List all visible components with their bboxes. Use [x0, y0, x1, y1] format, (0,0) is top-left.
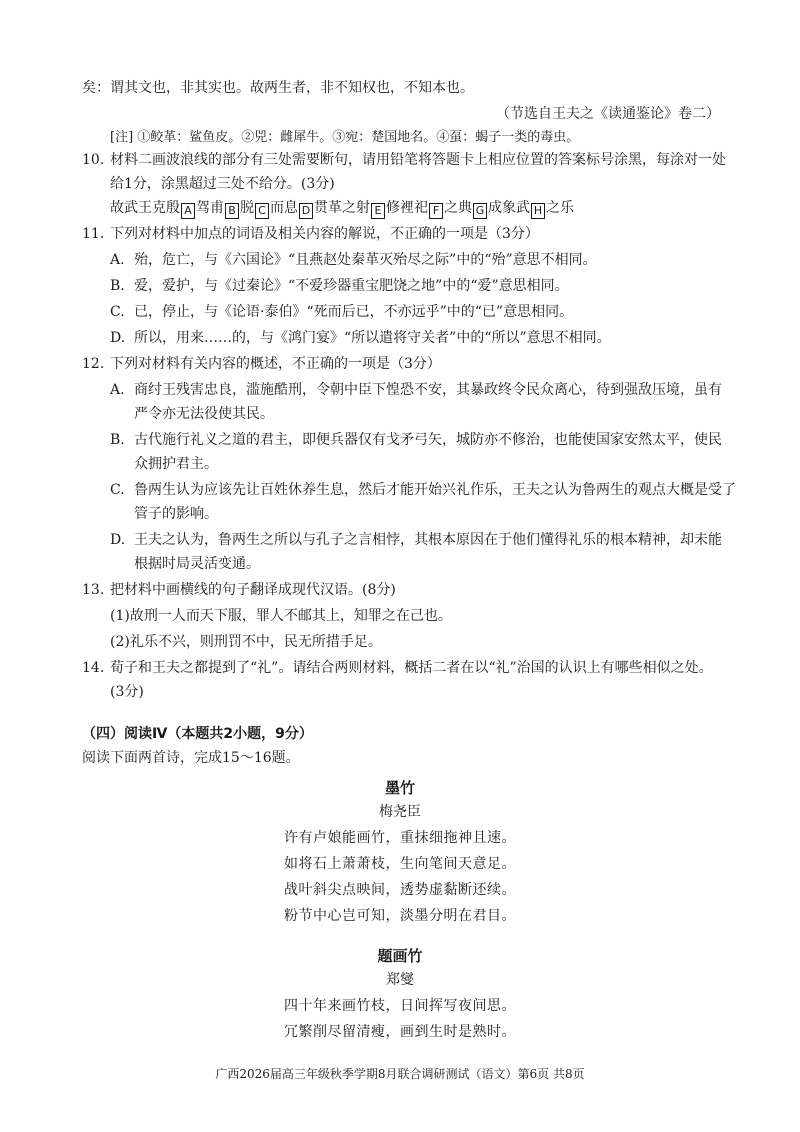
- option-label: A.: [110, 252, 125, 268]
- option-label: C.: [110, 482, 125, 498]
- question-stem: 把材料中画横线的句子翻译成现代汉语。(8分): [110, 582, 396, 598]
- option-c[interactable]: [110, 480, 736, 500]
- answer-box-a[interactable]: A: [181, 203, 195, 219]
- option-c[interactable]: [110, 302, 573, 322]
- option-text: 鲁两生认为应该先让百姓休养生息，然后才能开始兴礼作乐，王夫之认为鲁两生的观点大概是受了: [134, 482, 736, 498]
- poem-author: 郑燮: [386, 972, 414, 988]
- answer-box-h[interactable]: H: [531, 203, 545, 219]
- question-stem: 下列对材料有关内容的概述，不正确的一项是（3分）: [110, 356, 441, 372]
- section-instruction: 阅读下面两首诗，完成15～16题。: [82, 750, 300, 766]
- translation-item-1: (1)故刑一人而天下服，罪人不邮其上，知罪之在己也。: [110, 608, 452, 624]
- segment: 故武王克殷: [110, 200, 180, 216]
- answer-box-e[interactable]: E: [371, 203, 385, 219]
- option-c-cont: 管子的影响。: [134, 506, 218, 522]
- sentence-break-line: [110, 198, 574, 219]
- option-b[interactable]: [110, 430, 722, 450]
- option-a-cont: 严令亦无法役使其民。: [134, 406, 274, 422]
- segment: 修裡祀: [386, 200, 428, 216]
- question-number: 11.: [82, 226, 105, 242]
- answer-box-f[interactable]: F: [429, 203, 443, 219]
- page-footer: 广西2026届高三年级秋季学期8月联合调研测试（语文）第6页 共8页: [215, 1067, 585, 1081]
- segment: 之典: [444, 200, 472, 216]
- poem-title: 墨竹: [384, 779, 415, 797]
- question-stem-cont: (3分): [110, 684, 144, 700]
- question-number: 12.: [82, 356, 105, 372]
- option-label: C.: [110, 304, 125, 320]
- option-a[interactable]: [110, 250, 597, 270]
- question-stem: 材料二画波浪线的部分有三处需要断句，请用铅笔将答题卡上相应位置的答案标号涂黑，每涂对一处: [110, 152, 726, 168]
- answer-box-c[interactable]: C: [255, 203, 269, 219]
- option-d[interactable]: [110, 530, 722, 550]
- poem-line: 许有卢娘能画竹，重抹细拖神且速。: [284, 830, 516, 846]
- section-heading: （四）阅读Ⅳ（本题共2小题，9分）: [82, 726, 313, 742]
- poem-line: 战叶斜尖点映间，透势虚黏断还续。: [284, 882, 516, 898]
- option-a[interactable]: [110, 380, 722, 400]
- poem-title: 题画竹: [377, 947, 423, 965]
- option-label: A.: [110, 382, 125, 398]
- option-label: B.: [110, 432, 125, 448]
- question-number: 10.: [82, 152, 105, 168]
- footnote: [注] ①鲛革：鲨鱼皮。②兕：雌犀牛。③宛：楚国地名。④虿：蝎子一类的毒虫。: [110, 130, 580, 145]
- translation-item-2: (2)礼乐不兴，则刑罚不中，民无所措手足。: [110, 634, 382, 650]
- answer-box-d[interactable]: D: [299, 203, 313, 219]
- option-d-cont: 根据时局灵活变通。: [134, 556, 260, 572]
- option-text: 王夫之认为，鲁两生之所以与孔子之言相悖，其根本原因在于他们懂得礼乐的根本精神，却未能: [134, 532, 722, 548]
- option-b[interactable]: [110, 276, 569, 296]
- segment: 之乐: [546, 200, 574, 216]
- option-label: D.: [110, 330, 126, 346]
- question-number: 13.: [82, 582, 105, 598]
- option-text: 已，停止，与《论语·泰伯》“死而后已，不亦远乎”中的“已”意思相同。: [134, 304, 574, 320]
- poem-line: 如将石上萧萧枝，生向笔间天意足。: [284, 856, 516, 872]
- option-d[interactable]: [110, 328, 611, 348]
- segment: 驾甫: [196, 200, 224, 216]
- segment: 而息: [270, 200, 298, 216]
- top-text: 矣：谓其文也，非其实也。故两生者，非不知权也，不知本也。: [82, 80, 474, 96]
- option-text: 所以，用来……的，与《鸿门宴》“所以遣将守关者”中的“所以”意思不相同。: [134, 330, 611, 346]
- answer-box-b[interactable]: B: [225, 203, 239, 219]
- option-text: 古代施行礼义之道的君主，即便兵器仅有戈矛弓矢，城防亦不修治，也能使国家安然太平，使民: [134, 432, 722, 448]
- option-text: 殆，危亡，与《六国论》“且燕赵处秦革灭殆尽之际”中的“殆”意思不相同。: [134, 252, 597, 268]
- source-note: （节选自王夫之《读通鉴论》卷二）: [496, 106, 720, 122]
- poem-line: 四十年来画竹枝，日间挥写夜间思。: [284, 998, 516, 1014]
- question-stem: 荀子和王夫之都提到了“礼”。请结合两则材料，概括二者在以“礼”治国的认识上有哪些相似之处。: [110, 660, 713, 676]
- option-text: 爱，爱护，与《过秦论》“不爱珍器重宝肥饶之地”中的“爱”意思相同。: [134, 278, 569, 294]
- segment: 成象武: [488, 200, 530, 216]
- answer-box-g[interactable]: G: [473, 203, 487, 219]
- option-label: B.: [110, 278, 125, 294]
- poem-author: 梅尧臣: [379, 804, 421, 820]
- option-b-cont: 众拥护君主。: [134, 456, 218, 472]
- poem-line: 冗繁削尽留清瘦，画到生时是熟时。: [284, 1024, 516, 1040]
- option-label: D.: [110, 532, 126, 548]
- segment: 脱: [240, 200, 254, 216]
- question-number: 14.: [82, 660, 105, 676]
- segment: 贯革之射: [314, 200, 370, 216]
- question-stem: 下列对材料中加点的词语及相关内容的解说，不正确的一项是（3分）: [110, 226, 539, 242]
- option-text: 商纣王残害忠良，滥施酷刑，令朝中臣下惶恐不安，其暴政终令民众离心，待到强敌压境，虽有: [134, 382, 722, 398]
- poem-line: 粉节中心岂可知，淡墨分明在君目。: [284, 908, 516, 924]
- question-stem-cont: 给1分，涂黑超过三处不给分。(3分): [110, 176, 335, 192]
